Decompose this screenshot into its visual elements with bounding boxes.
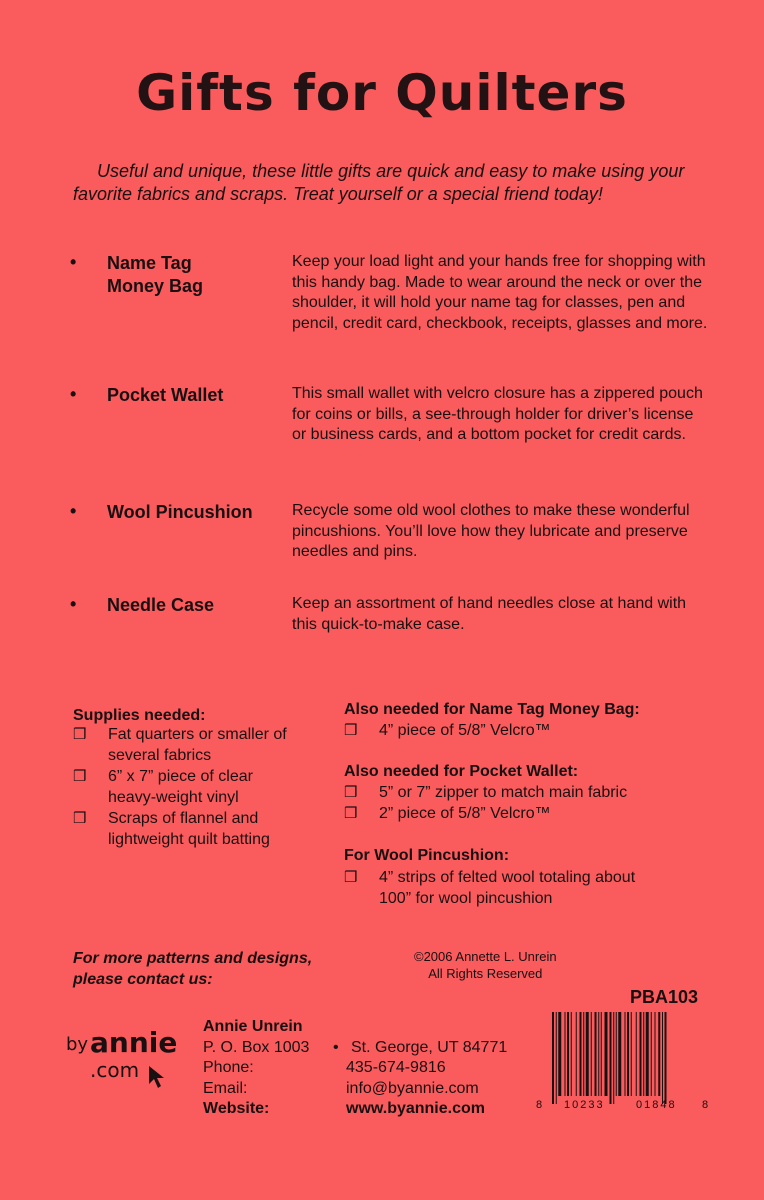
- barcode-bar: [613, 1012, 614, 1104]
- item-description: Recycle some old wool clothes to make these wonderful pincushions. You’ll love how they lubricate and preserve needles and pins.: [292, 502, 690, 560]
- wool-pincushion-heading: For Wool Pincushion:: [344, 847, 510, 864]
- item-name: [107, 252, 292, 298]
- barcode-bar: [631, 1012, 632, 1096]
- barcode-bar: [665, 1012, 667, 1104]
- barcode-bar: [605, 1012, 608, 1096]
- website-url: www.byannie.com: [346, 1100, 485, 1117]
- supply-checklist-item: [73, 724, 333, 766]
- website-label: Website:: [203, 1100, 270, 1117]
- barcode-right-digits: 01848: [636, 1099, 677, 1111]
- city-state-zip: St. George, UT 84771: [351, 1038, 508, 1056]
- barcode-bar: [567, 1012, 569, 1096]
- supply-text: [108, 766, 253, 808]
- barcode-bar: [636, 1012, 637, 1096]
- supply-line1: 6” x 7” piece of clear: [108, 768, 253, 785]
- logo-annie: annie: [90, 1026, 178, 1059]
- item-name: Pocket Wallet: [107, 385, 224, 405]
- checklist-text: 5” or 7” zipper to match main fabric: [379, 784, 628, 801]
- barcode-bar: [625, 1012, 626, 1096]
- barcode-bar: [571, 1012, 572, 1096]
- barcode-bar: [565, 1012, 566, 1096]
- contact-line1: For more patterns and designs,: [73, 950, 313, 967]
- bullet: •: [70, 501, 77, 521]
- checkbox-icon: ❒: [344, 805, 358, 822]
- bullet: •: [70, 594, 77, 614]
- checklist-line1: 4” strips of felted wool totaling about: [379, 869, 636, 886]
- barcode-bar: [558, 1012, 561, 1096]
- item-name: Needle Case: [107, 595, 215, 615]
- checkbox-icon: ❒: [344, 722, 358, 739]
- pocket-wallet-checklist-item: [344, 782, 704, 803]
- barcode-bar: [598, 1012, 599, 1096]
- item-name-line1: Name Tag: [107, 253, 192, 273]
- bullet: •: [70, 384, 77, 404]
- copyright-notice: [414, 948, 557, 982]
- barcode-bar: [552, 1012, 554, 1104]
- supply-checklist-item: [73, 766, 333, 808]
- barcode-bar: [595, 1012, 597, 1096]
- item-description: Keep an assortment of hand needles close at hand with this quick-to-make case.: [292, 595, 687, 633]
- contact-name: Annie Unrein: [203, 1018, 303, 1035]
- supply-line1: Scraps of flannel and: [108, 810, 259, 827]
- pocket-wallet-checklist-item: [344, 803, 704, 824]
- money-bag-checklist-item: [344, 720, 704, 741]
- logo-by: by: [66, 1034, 89, 1055]
- item-name-line2: Money Bag: [107, 276, 204, 296]
- barcode-bar: [591, 1012, 592, 1096]
- email-address: info@byannie.com: [346, 1079, 479, 1097]
- barcode-bar: [655, 1012, 656, 1096]
- checkbox-icon: ❒: [344, 869, 358, 886]
- product-code: PBA103: [630, 987, 699, 1007]
- barcode-left-digit: 8: [536, 1099, 543, 1111]
- contact-line2: please contact us:: [73, 971, 213, 988]
- copyright-line1: ©2006 Annette L. Unrein: [414, 949, 557, 964]
- po-box: P. O. Box 1003: [203, 1038, 310, 1056]
- barcode-bar: [601, 1012, 602, 1096]
- checkbox-icon: ❒: [73, 768, 87, 785]
- phone-number: 435-674-9816: [346, 1059, 446, 1076]
- barcode-bar: [586, 1012, 589, 1096]
- item-description: This small wallet with velcro closure has a zippered pouch for coins or bills, a see-through holder for driver’s license or business cards, and a bottom pocket for credit cards.: [292, 385, 703, 443]
- supply-line2: lightweight quilt batting: [108, 831, 270, 848]
- checkbox-icon: ❒: [73, 810, 87, 827]
- barcode-bar: [640, 1012, 642, 1096]
- bullet: •: [70, 252, 77, 272]
- copyright-line2: All Rights Reserved: [428, 966, 543, 981]
- cursor-arrow-icon: [147, 1064, 167, 1090]
- supplies-heading: Supplies needed:: [73, 707, 206, 724]
- supply-line2: heavy-weight vinyl: [108, 789, 239, 806]
- pocket-wallet-heading: Also needed for Pocket Wallet:: [344, 763, 579, 780]
- address-separator: •: [333, 1038, 339, 1056]
- barcode-bar: [583, 1012, 584, 1096]
- barcode-bar: [658, 1012, 660, 1096]
- barcode-bar: [616, 1012, 617, 1096]
- byannie-logo: [66, 1026, 186, 1100]
- intro-paragraph: Useful and unique, these little gifts are quick and easy to make using your favorite fabrics and scraps. Treat yourself or a special friend today!: [73, 161, 685, 204]
- checklist-text: 2” piece of 5/8” Velcro™: [379, 805, 551, 822]
- barcode-bar: [576, 1012, 577, 1096]
- barcode-bar: [618, 1012, 621, 1096]
- supply-checklist-item: [73, 808, 333, 850]
- checklist-text: 4” piece of 5/8” Velcro™: [379, 722, 551, 739]
- barcode-bar: [556, 1012, 557, 1104]
- email-label: Email:: [203, 1079, 248, 1097]
- checkbox-icon: ❒: [344, 784, 358, 801]
- supply-text: [108, 724, 287, 766]
- barcode-bar: [643, 1012, 644, 1096]
- checklist-line2: 100” for wool pincushion: [379, 890, 553, 907]
- barcode-bar: [610, 1012, 612, 1104]
- item-description: Keep your load light and your hands free for shopping with this handy bag. Made to wear around the neck or over the shoulder, it will hold your name tag for classes, pen and pencil, credit card, checkbook, receipts, glasses and more.: [292, 253, 708, 332]
- phone-label: Phone:: [203, 1059, 254, 1076]
- contact-prompt: [73, 948, 312, 990]
- supply-line2: several fabrics: [108, 747, 212, 764]
- logo-dotcom: .com: [90, 1058, 140, 1082]
- checkbox-icon: ❒: [73, 726, 87, 743]
- barcode-bars: [550, 1012, 710, 1112]
- barcode-bar: [651, 1012, 652, 1096]
- checklist-text: [379, 867, 635, 909]
- barcode-check-digit: 8: [702, 1099, 709, 1111]
- barcode-bar: [646, 1012, 649, 1096]
- upc-barcode: [536, 1012, 710, 1112]
- supply-line1: Fat quarters or smaller of: [108, 726, 287, 743]
- item-name: Wool Pincushion: [107, 502, 253, 522]
- barcode-bar: [627, 1012, 629, 1096]
- barcode-bar: [580, 1012, 582, 1096]
- barcode-bar: [662, 1012, 663, 1104]
- wool-pincushion-checklist-item: [344, 867, 714, 909]
- barcode-middle-digits: 10233: [564, 1099, 605, 1111]
- supply-text: [108, 808, 270, 850]
- page-title: Gifts for Quilters: [136, 64, 628, 122]
- money-bag-heading: Also needed for Name Tag Money Bag:: [344, 701, 640, 718]
